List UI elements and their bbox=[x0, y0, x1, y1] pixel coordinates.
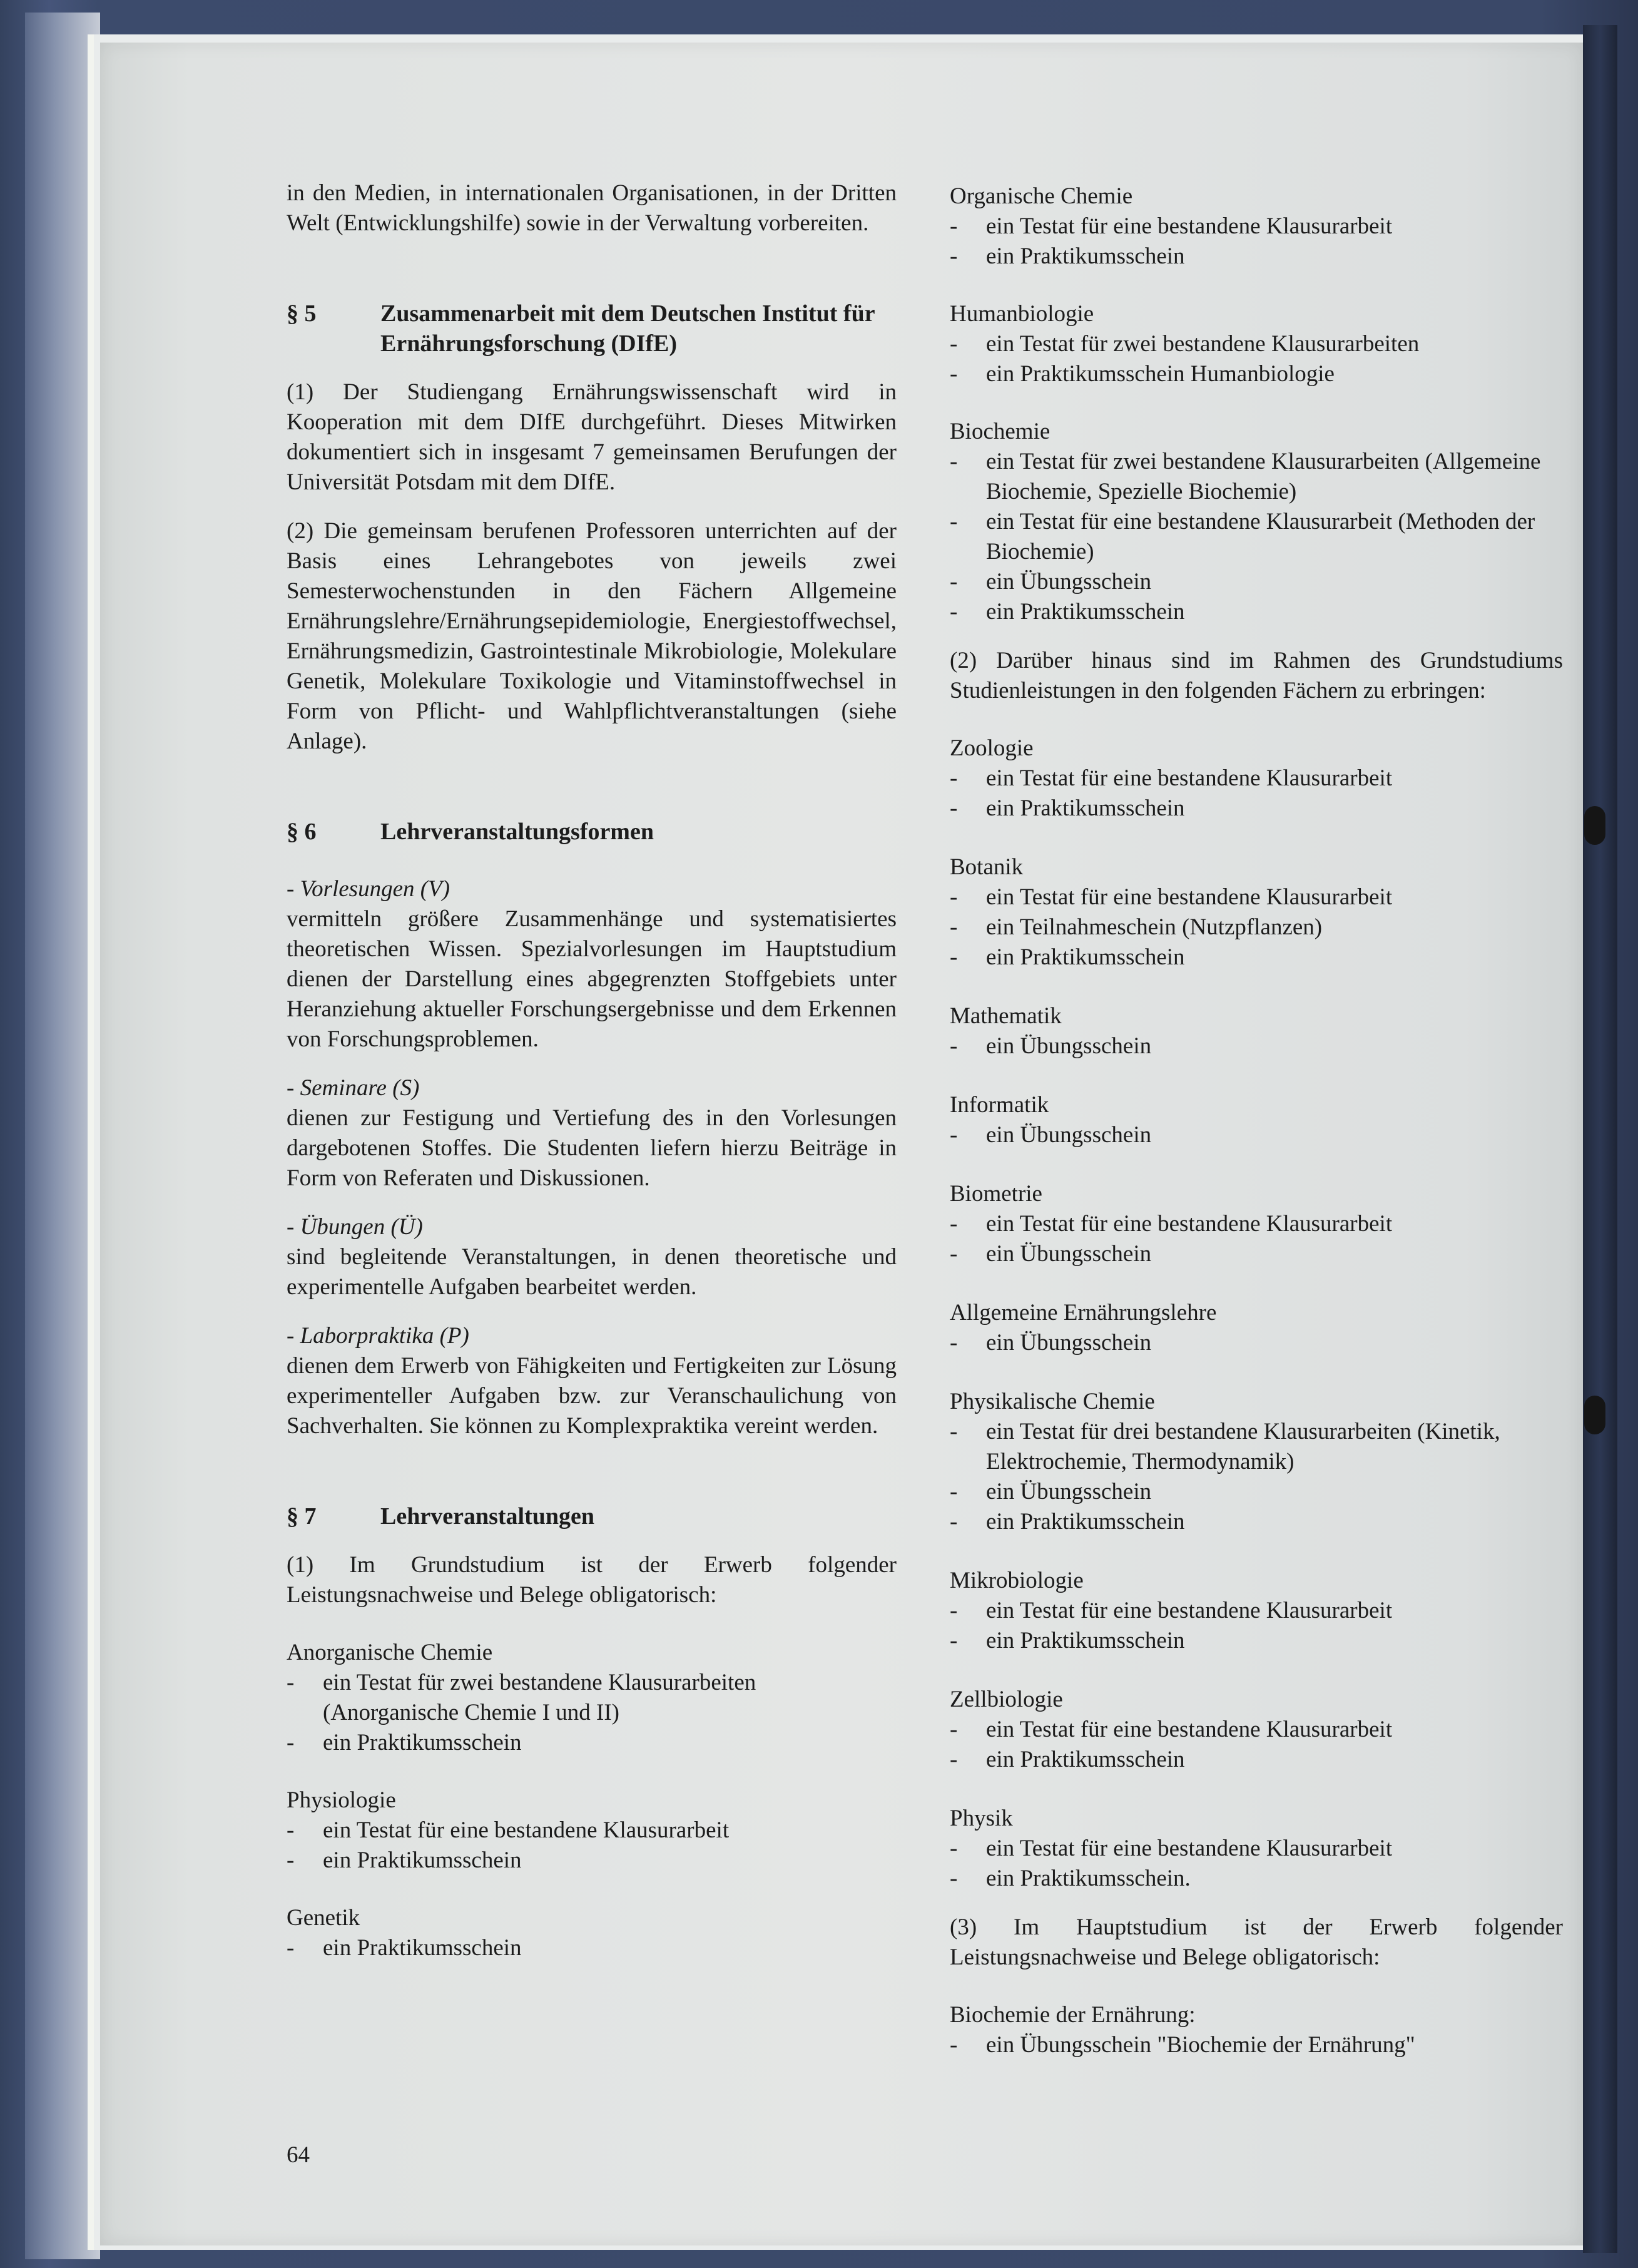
requirement-item: - ein Teilnahmeschein (Nutzpflanzen) bbox=[950, 912, 1563, 942]
subheading-laborpraktika: - Laborpraktika (P) bbox=[287, 1323, 469, 1349]
subject-block bbox=[950, 1804, 1563, 1894]
subject-block bbox=[950, 733, 1563, 824]
subject-block bbox=[950, 1298, 1563, 1358]
paragraph: (1) Im Grundstudium ist der Erwerb folgender Leistungsnachweise und Belege obligatorisch: bbox=[287, 1552, 897, 1608]
subheading-uebungen: - Übungen (Ü) bbox=[287, 1214, 423, 1240]
subject-name: Biochemie bbox=[950, 419, 1050, 444]
subject-list bbox=[287, 1638, 897, 1963]
requirement-item: - ein Testat für eine bestandene Klausurarbeit bbox=[950, 1834, 1563, 1864]
section-7-heading bbox=[287, 1501, 897, 1531]
requirement-item: - ein Praktikumsschein bbox=[950, 597, 1563, 627]
section-title: Lehrveranstaltungsformen bbox=[380, 819, 654, 845]
requirement-item: - ein Testat für eine bestandene Klausurarbeit bbox=[950, 1209, 1563, 1239]
subject-name: Physikalische Chemie bbox=[950, 1389, 1155, 1414]
requirement-item: - ein Praktikumsschein bbox=[950, 1507, 1563, 1537]
requirement-item: - ein Praktikumsschein bbox=[950, 1626, 1563, 1656]
subject-block bbox=[950, 417, 1563, 627]
subject-name: Physik bbox=[950, 1806, 1013, 1831]
subject-name: Biometrie bbox=[950, 1181, 1042, 1207]
requirement-list bbox=[950, 764, 1563, 824]
section-6-heading bbox=[287, 817, 897, 847]
subject-name: Humanbiologie bbox=[950, 301, 1094, 327]
requirement-item: - ein Testat für eine bestandene Klausurarbeit bbox=[950, 1715, 1563, 1745]
subject-list bbox=[950, 2000, 1563, 2060]
requirement-item: - ein Praktikumsschein bbox=[950, 942, 1563, 973]
requirement-list bbox=[950, 1834, 1563, 1894]
subject-block bbox=[950, 299, 1563, 389]
requirement-item: - ein Testat für eine bestandene Klausurarbeit bbox=[950, 764, 1563, 794]
requirement-list bbox=[950, 1715, 1563, 1775]
requirement-item: - ein Praktikumsschein bbox=[287, 1846, 897, 1876]
paragraph: sind begleitende Veranstaltungen, in denen theoretische und experimentelle Aufgaben bearbeitet werden. bbox=[287, 1244, 897, 1300]
subject-name: Informatik bbox=[950, 1092, 1049, 1118]
requirement-list bbox=[950, 2030, 1563, 2060]
requirement-list bbox=[950, 447, 1563, 627]
section-5-heading bbox=[287, 299, 897, 359]
subject-name: Allgemeine Ernährungslehre bbox=[950, 1300, 1217, 1326]
left-column bbox=[287, 178, 897, 1963]
subject-name: Mathematik bbox=[950, 1003, 1062, 1029]
subject-block bbox=[950, 1566, 1563, 1656]
requirement-item: - ein Übungsschein bbox=[950, 567, 1563, 597]
requirement-item: - ein Testat für eine bestandene Klausurarbeit bbox=[950, 212, 1563, 242]
paragraph: (1) Der Studiengang Ernährungswissenschaft wird in Kooperation mit dem DIfE durchgeführt. Dieses Mitwirken dokumentiert sich in insgesamt 7 gemeinsamen Berufungen der Universität Potsdam mit dem DIfE. bbox=[287, 379, 897, 495]
requirement-item: - ein Testat für zwei bestandene Klausurarbeiten (Allgemeine Biochemie, Spezielle Biochemie) bbox=[950, 447, 1563, 507]
requirement-list bbox=[950, 212, 1563, 272]
requirement-item: - ein Übungsschein bbox=[950, 1328, 1563, 1358]
subject-name: Physiologie bbox=[287, 1787, 396, 1813]
subject-name: Anorganische Chemie bbox=[287, 1640, 493, 1665]
subject-block bbox=[287, 1638, 897, 1758]
requirement-list bbox=[950, 882, 1563, 973]
requirement-item: - ein Testat für eine bestandene Klausurarbeit bbox=[287, 1816, 897, 1846]
requirement-item: - ein Praktikumsschein bbox=[950, 794, 1563, 824]
paragraph: dienen zur Festigung und Vertiefung des in den Vorlesungen dargebotenen Stoffes. Die Studenten liefern hierzu Beiträge in Form von Referaten und Diskussionen. bbox=[287, 1105, 897, 1191]
requirement-item: - ein Testat für eine bestandene Klausurarbeit (Methoden der Biochemie) bbox=[950, 507, 1563, 567]
subject-block bbox=[950, 1387, 1563, 1537]
requirement-item: - ein Testat für drei bestandene Klausurarbeiten (Kinetik, Elektrochemie, Thermodynamik) bbox=[950, 1417, 1563, 1477]
requirement-item: - ein Praktikumsschein bbox=[287, 1728, 897, 1758]
section-title: Zusammenarbeit mit dem Deutschen Institut für Ernährungsforschung (DIfE) bbox=[380, 300, 875, 357]
requirement-item: - ein Übungsschein bbox=[950, 1477, 1563, 1507]
subject-list bbox=[950, 733, 1563, 1894]
section-number: § 5 bbox=[287, 300, 317, 327]
subject-name: Zellbiologie bbox=[950, 1687, 1063, 1712]
subject-block bbox=[950, 1001, 1563, 1061]
requirement-item: - ein Testat für zwei bestandene Klausurarbeiten (Anorganische Chemie I und II) bbox=[287, 1668, 897, 1728]
subheading-seminare: - Seminare (S) bbox=[287, 1075, 420, 1101]
subject-block bbox=[950, 1090, 1563, 1150]
subject-name: Biochemie der Ernährung: bbox=[950, 2002, 1196, 2028]
right-column bbox=[950, 181, 1563, 2060]
subject-block bbox=[950, 1179, 1563, 1269]
subject-block bbox=[950, 181, 1563, 272]
subject-name: Botanik bbox=[950, 854, 1024, 880]
requirement-item: - ein Praktikumsschein bbox=[950, 242, 1563, 272]
requirement-item: - ein Testat für zwei bestandene Klausurarbeiten bbox=[950, 329, 1563, 359]
requirement-list bbox=[950, 1328, 1563, 1358]
requirement-list bbox=[950, 1596, 1563, 1656]
subheading-vorlesungen: - Vorlesungen (V) bbox=[287, 876, 450, 902]
subject-block bbox=[950, 2000, 1563, 2060]
intro-paragraph: in den Medien, in internationalen Organisationen, in der Dritten Welt (Entwicklungshilfe) sowie in der Verwaltung vorbereiten. bbox=[287, 180, 897, 236]
section-title: Lehrveranstaltungen bbox=[380, 1503, 594, 1530]
book-spine-edge bbox=[1583, 25, 1617, 2253]
subject-block bbox=[287, 1785, 897, 1876]
section-number: § 6 bbox=[287, 819, 317, 845]
subject-block bbox=[950, 1685, 1563, 1775]
requirement-item: - ein Testat für eine bestandene Klausurarbeit bbox=[950, 882, 1563, 912]
paragraph: dienen dem Erwerb von Fähigkeiten und Fertigkeiten zur Lösung experimenteller Aufgaben bzw. zur Veranschaulichung von Sachverhalten. Sie können zu Komplexpraktika vereint werden. bbox=[287, 1353, 897, 1439]
requirement-list bbox=[950, 329, 1563, 389]
paragraph: (2) Die gemeinsam berufenen Professoren unterrichten auf der Basis eines Lehrangebotes von jeweils zwei Semesterwochenstunden in den Fächern Allgemeine Ernährungslehre/Ernährungsepidemiologie, Energiestoffwechsel, Ernährungsmedizin, Gastrointestinale Mikrobiologie, Molekulare Genetik, Molekulare Toxikologie und Vitaminstoffwechsel in Form von Pflicht- und Wahlpflichtveranstaltungen (siehe Anlage). bbox=[287, 518, 897, 754]
binding-hole bbox=[1584, 1396, 1605, 1434]
requirement-item: - ein Praktikumsschein Humanbiologie bbox=[950, 359, 1563, 389]
requirement-list bbox=[950, 1120, 1563, 1150]
requirement-item: - ein Testat für eine bestandene Klausurarbeit bbox=[950, 1596, 1563, 1626]
requirement-item: - ein Übungsschein bbox=[950, 1239, 1563, 1269]
paragraph: (2) Darüber hinaus sind im Rahmen des Grundstudiums Studienleistungen in den folgenden Fächern zu erbringen: bbox=[950, 648, 1563, 703]
requirement-list bbox=[287, 1933, 897, 1963]
subject-name: Mikrobiologie bbox=[950, 1568, 1084, 1593]
binding-hole bbox=[1584, 806, 1605, 845]
requirement-item: - ein Praktikumsschein bbox=[950, 1745, 1563, 1775]
paragraph: vermitteln größere Zusammenhänge und systematisiertes theoretischen Wissen. Spezialvorlesungen im Hauptstudium dienen der Darstellung eines abgegrenzten Stoffgebiets unter Heranziehung aktueller Forschungsergebnisse und dem Erkennen von Forschungsproblemen. bbox=[287, 906, 897, 1052]
subject-list bbox=[950, 181, 1563, 627]
requirement-item: - ein Übungsschein bbox=[950, 1031, 1563, 1061]
requirement-list bbox=[287, 1816, 897, 1876]
subject-name: Genetik bbox=[287, 1905, 360, 1931]
subject-block bbox=[287, 1903, 897, 1963]
page-number: 64 bbox=[287, 2142, 310, 2168]
subject-block bbox=[950, 852, 1563, 973]
requirement-list bbox=[950, 1209, 1563, 1269]
subject-name: Zoologie bbox=[950, 735, 1034, 761]
requirement-item: - ein Praktikumsschein bbox=[287, 1933, 897, 1963]
requirement-item: - ein Praktikumsschein. bbox=[950, 1864, 1563, 1894]
requirement-item: - ein Übungsschein bbox=[950, 1120, 1563, 1150]
section-number: § 7 bbox=[287, 1503, 317, 1530]
requirement-list bbox=[950, 1417, 1563, 1537]
paragraph: (3) Im Hauptstudium ist der Erwerb folgender Leistungsnachweise und Belege obligatorisch: bbox=[950, 1914, 1563, 1970]
requirement-item: - ein Übungsschein "Biochemie der Ernährung" bbox=[950, 2030, 1563, 2060]
requirement-list bbox=[950, 1031, 1563, 1061]
subject-name: Organische Chemie bbox=[950, 183, 1133, 209]
requirement-list bbox=[287, 1668, 897, 1758]
